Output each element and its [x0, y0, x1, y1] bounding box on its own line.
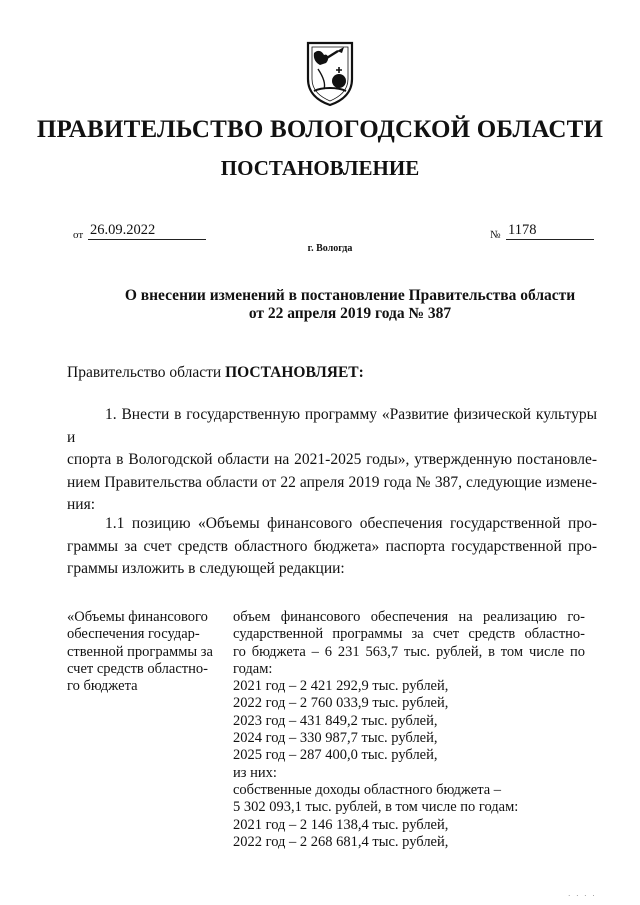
point-1 [67, 404, 597, 517]
table-left-line: «Объемы финансового [67, 609, 208, 625]
point-1-line: спорта в Вологодской области на 2021-2025 годы», утвержденную постановле- [67, 451, 597, 468]
point-1-1-line: 1.1 позицию «Объемы финансового обеспечения государственной про- [105, 515, 597, 532]
table-left-line: ственной программы за [67, 643, 213, 660]
date-prefix: от [73, 229, 84, 241]
table-left-line: го бюджета [67, 678, 138, 695]
table-right-line: 2023 год – 431 849,2 тыс. рублей, [233, 712, 438, 729]
table-right-line: 2024 год – 330 987,7 тыс. рублей, [233, 730, 438, 747]
point-1-1-line: граммы изложить в следующей редакции: [67, 560, 345, 577]
table-right-line: годам: [233, 660, 273, 677]
point-1-1 [67, 513, 597, 581]
number-prefix: № [490, 229, 501, 241]
table-left-cell [67, 609, 232, 695]
point-1-line: ния: [67, 496, 96, 513]
table-right-line: 2025 год – 287 400,0 тыс. рублей, [233, 747, 438, 764]
table-right-line: 2021 год – 2 421 292,9 тыс. рублей, [233, 678, 449, 695]
subject-line-1: О внесении изменений в постановление Правительства области [124, 287, 576, 304]
city: г. Вологда [307, 243, 353, 254]
table-right-line: 5 302 093,1 тыс. рублей, в том числе по годам: [233, 799, 519, 816]
government-title: ПРАВИТЕЛЬСТВО ВОЛОГОДСКОЙ ОБЛАСТИ [36, 116, 604, 143]
point-1-line: 1. Внести в государственную программу «Развитие физической культуры и [67, 406, 597, 446]
point-1-line: нием Правительства области от 22 апреля 2019 года № 387, следующие измене- [67, 473, 597, 491]
coat-of-arms-icon [304, 39, 356, 107]
table-right-line: го бюджета – 6 231 563,7 тыс. рублей, в том числе по [233, 643, 585, 660]
table-right-cell [233, 609, 585, 851]
resolves-paragraph [67, 362, 364, 385]
table-right-line: 2022 год – 2 760 033,9 тыс. рублей, [233, 695, 449, 712]
document-number: 1178 [506, 222, 594, 240]
table-right-line: сударственной программы за счет средств областно- [233, 626, 585, 643]
table-right-line: собственные доходы областного бюджета – [233, 781, 502, 798]
table-left-line: счет средств областно- [67, 660, 208, 677]
document-type: ПОСТАНОВЛЕНИЕ [220, 156, 420, 180]
point-1-1-line: граммы за счет средств областного бюджета» паспорта государственной про- [67, 537, 597, 555]
table-right-line: 2022 год – 2 268 681,4 тыс. рублей, [233, 833, 449, 850]
table-right-line: из них: [233, 764, 277, 781]
resolves-prefix: Правительство области [67, 364, 222, 381]
footer-marks: · · · · [568, 892, 597, 900]
table-right-line: объем финансового обеспечения на реализацию го- [233, 609, 585, 625]
table-right-line: 2021 год – 2 146 138,4 тыс. рублей, [233, 816, 449, 833]
table-left-line: обеспечения государ- [67, 626, 200, 643]
resolves-keyword: ПОСТАНОВЛЯЕТ: [225, 364, 364, 381]
subject-line-2: от 22 апреля 2019 года № 387 [248, 305, 452, 322]
document-date: 26.09.2022 [88, 222, 206, 240]
